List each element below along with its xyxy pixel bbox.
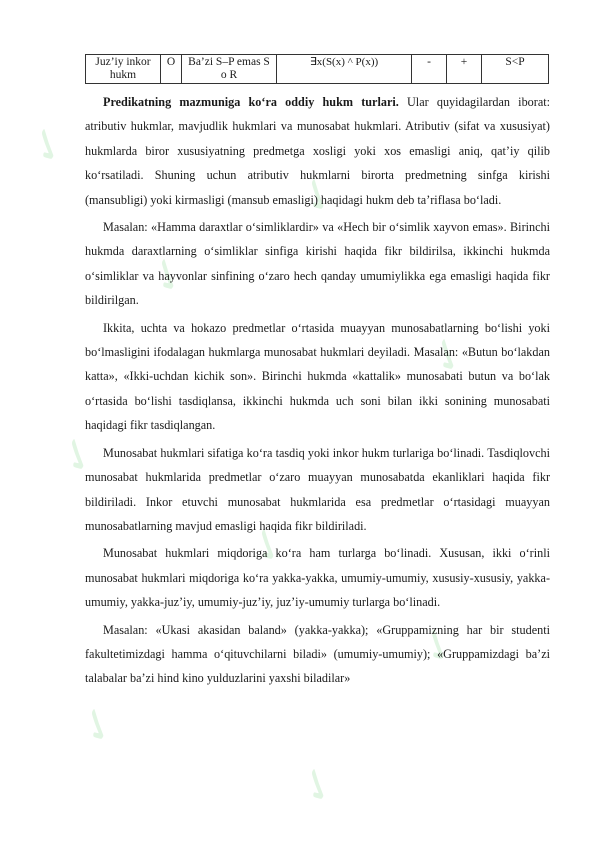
paragraph-text: Munosabat hukmlari sifatiga ko‘ra tasdiq yoki inkor hukm turlariga bo‘linadi. Tasdiqlovchi munosabat hukmlarida predmetlar o‘zaro muayyan munosabatda ekanliklari haqida fikr bildiriladi. Inkor etuvchi munosabat hukmlarida esa predmetlar o‘rtasidagi muayyan munosabatlarning mavjud emasligi haqida fikr bildiriladi. [85,445,550,533]
watermark-mark: ✓ [16,115,80,176]
table-row [86,55,549,84]
table-cell-symbol: O [161,55,182,84]
table-cell-predicate: ∃x(S(x) ^ P(x)) [277,55,412,84]
paragraph-text: Masalan: «Ukasi akasidan baland» (yakka-yakka); «Gruppamizning har bir studenti fakultetimizdagi hamma o‘qituvchilarni biladi» (umumiy-umumiy); «Gruppamizdagi ba’zi talabalar ba’zi hind kino yulduzlarini yaxshi biladilar» [85,622,550,686]
watermark-mark: ✓ [286,755,350,816]
paragraph [85,541,550,614]
paragraph-text: Masalan: «Hamma daraxtlar o‘simliklardir» va «Hech bir o‘simlik xayvon emas». Birinchi hukmda daraxtlarning o‘simliklar sinfiga kirishi haqida fikr bildirilsa, ikkinchi hukmda o‘simliklar va hayvonlar sinfining o‘zaro hech qanday umumiylikka ega emasligi haqida fikr bildirilgan. [85,220,550,308]
watermark-mark: ✓ [46,425,110,486]
table-cell-relation: S<P [482,55,549,84]
table-cell-formula: Ba’zi S–P emas S o R [182,55,277,84]
paragraph-text: Ikkita, uchta va hokazo predmetlar o‘rtasida muayyan munosabatlarning bo‘lishi yoki bo‘lmasligini ifodalagan hukmlarga munosabat hukmlari deyiladi. Masalan: «Butun bo‘lakdan katta», «Ikki-uchdan kichik son». Birinchi hukmda «kattalik» munosabati butun va bo‘lak o‘rtasida bo‘lishi tasdiqlansa, ikkinchi hukmda uch soni bilan ikki sonining munosabati haqidagi fikr tasdiqlangan. [85,320,550,433]
watermark-mark: ✓ [416,325,480,386]
watermark-mark: ✓ [286,165,350,226]
paragraph [85,90,550,212]
table-cell-type: Juz’iy inkor hukm [86,55,161,84]
paragraph [85,615,550,691]
paragraph [85,441,550,539]
table-cell-plus: + [447,55,482,84]
table-cell-minus: - [412,55,447,84]
judgment-table-row [85,54,549,84]
paragraph [85,215,550,313]
paragraph-text: Munosabat hukmlari miqdoriga ko‘ra ham turlarga bo‘linadi. Xususan, ikki o‘rinli munosabat hukmlari miqdoriga ko‘ra yakka-yakka, umumiy-umumiy, xususiy-xususiy, yakka-umumiy, yakka-juz’iy, umumiy-juz’iy, juz’iy-umumiy turlarga bo‘linadi. [85,546,550,610]
watermark-mark: ✓ [66,695,130,756]
watermark-mark: ✓ [136,245,200,306]
watermark-mark: ✓ [406,615,470,676]
paragraph-text: Ular quyidagilardan iborat: atributiv hukmlar, mavjudlik hukmlari va munosabat hukmlari. Atributiv (sifat va xususiyat) hukmlarda biror xususiyatning predmetga xosligi yoki xos emasligi aniq, qat’iy qilib ko‘rsatiladi. Shuning uchun atributiv hukmlarni birorta predmetning sinfga kirishi (mansubligi) yoki kirmasligi (mansub emasligi) haqidagi hukm deb ta’riflasa bo‘ladi. [85,95,550,207]
watermark-mark: ✓ [236,515,300,576]
body-text [85,90,550,694]
paragraph [85,316,550,438]
paragraph-lead: Predikatning mazmuniga ko‘ra oddiy hukm turlari. [103,95,399,109]
